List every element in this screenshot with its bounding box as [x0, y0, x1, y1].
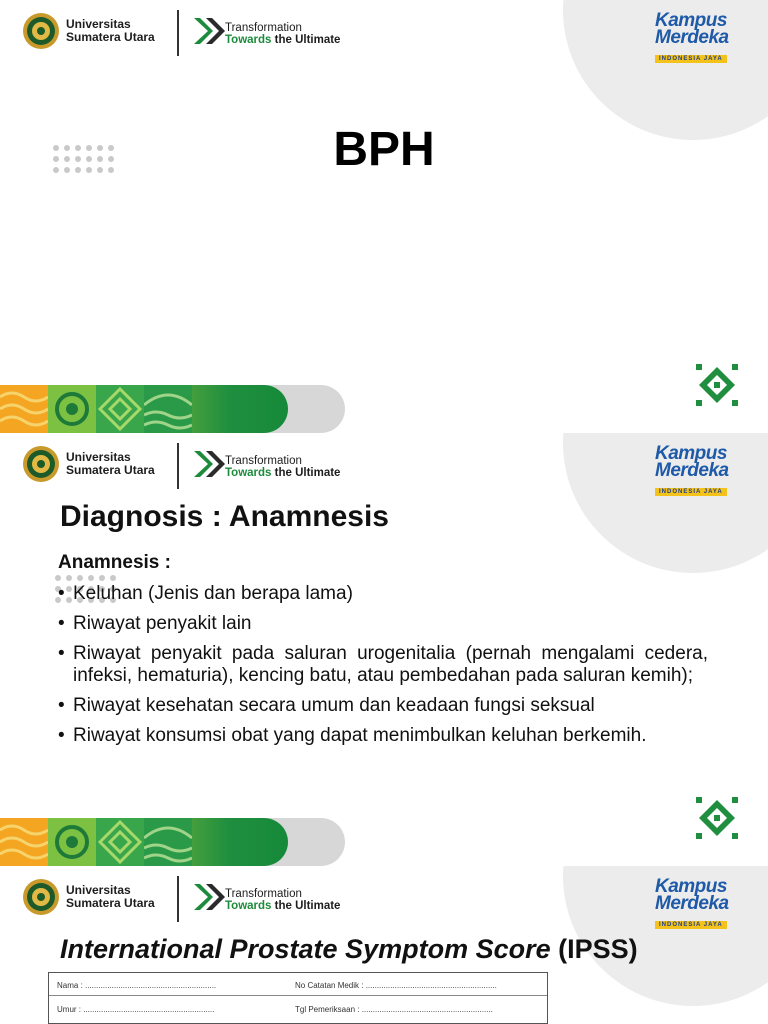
decorative-strip	[0, 385, 345, 433]
slide-ipss	[0, 866, 768, 1024]
kampus-merdeka-logo: Kampus Merdeka INDONESIA JAYA	[655, 443, 729, 495]
slide-diagnosis	[0, 433, 768, 866]
bullet-item: • Riwayat konsumsi obat yang dapat menimbulkan keluhan berkemih.	[58, 725, 708, 747]
tgl-pemeriksaan-field: Tgl Pemeriksaan : ...........................................................	[295, 1005, 493, 1014]
diamond-pattern-icon	[96, 385, 144, 433]
usu-wordmark: Universitas Sumatera Utara	[66, 450, 155, 477]
diamond-pattern-icon	[96, 818, 144, 866]
slide-heading: International Prostate Symptom Score (IPSS)	[60, 934, 638, 964]
pattern-square-icon	[696, 364, 738, 406]
header-divider	[177, 443, 179, 489]
bullet-item: • Riwayat penyakit lain	[58, 613, 708, 635]
bullet-item: • Riwayat penyakit pada saluran urogenitalia (pernah mengalami cedera, infeksi, hematuria), kencing batu, atau pembedahan pada saluran kemih);	[58, 643, 708, 687]
slide-header	[22, 874, 362, 924]
slide-title	[0, 0, 768, 433]
slide-header	[22, 8, 362, 58]
usu-seal-icon	[22, 12, 60, 50]
kampus-merdeka-logo: Kampus Merdeka INDONESIA JAYA	[655, 876, 729, 928]
anamnesis-bullet-list	[58, 583, 708, 755]
transformation-tagline: Transformation Towards the Ultimate	[225, 22, 341, 46]
header-divider	[177, 876, 179, 922]
transformation-tagline: Transformation Towards the Ultimate	[225, 455, 341, 479]
transformation-icon	[192, 447, 226, 481]
decorative-strip	[0, 818, 345, 866]
usu-wordmark: Universitas Sumatera Utara	[66, 17, 155, 44]
kampus-merdeka-logo: Kampus Merdeka INDONESIA JAYA	[655, 10, 729, 62]
hill-pattern-icon	[144, 818, 192, 866]
transformation-tagline: Transformation Towards the Ultimate	[225, 888, 341, 912]
usu-wordmark: Universitas Sumatera Utara	[66, 883, 155, 910]
slide-title-text: BPH	[333, 123, 435, 176]
slide-header	[22, 441, 362, 491]
wave-pattern-icon	[0, 818, 48, 866]
section-subheading: Anamnesis :	[58, 552, 171, 573]
no-catatan-medik-field: No Catatan Medik : ...........................................................	[295, 981, 497, 990]
umur-field: Umur : ...........................................................	[57, 1005, 215, 1014]
pattern-square-icon	[696, 797, 738, 839]
nama-field: Nama : ...........................................................	[57, 981, 217, 990]
wave-pattern-icon	[0, 385, 48, 433]
header-divider	[177, 10, 179, 56]
transformation-icon	[192, 880, 226, 914]
patient-form-header	[48, 972, 548, 1024]
hill-pattern-icon	[144, 385, 192, 433]
usu-seal-icon	[22, 445, 60, 483]
slide-heading: Diagnosis : Anamnesis	[60, 500, 389, 533]
transformation-icon	[192, 14, 226, 48]
ring-pattern-icon	[48, 818, 96, 866]
form-divider	[49, 995, 547, 996]
ring-pattern-icon	[48, 385, 96, 433]
bullet-item: • Riwayat kesehatan secara umum dan keadaan fungsi seksual	[58, 695, 708, 717]
bullet-item: • Keluhan (Jenis dan berapa lama)	[58, 583, 708, 605]
usu-seal-icon	[22, 878, 60, 916]
